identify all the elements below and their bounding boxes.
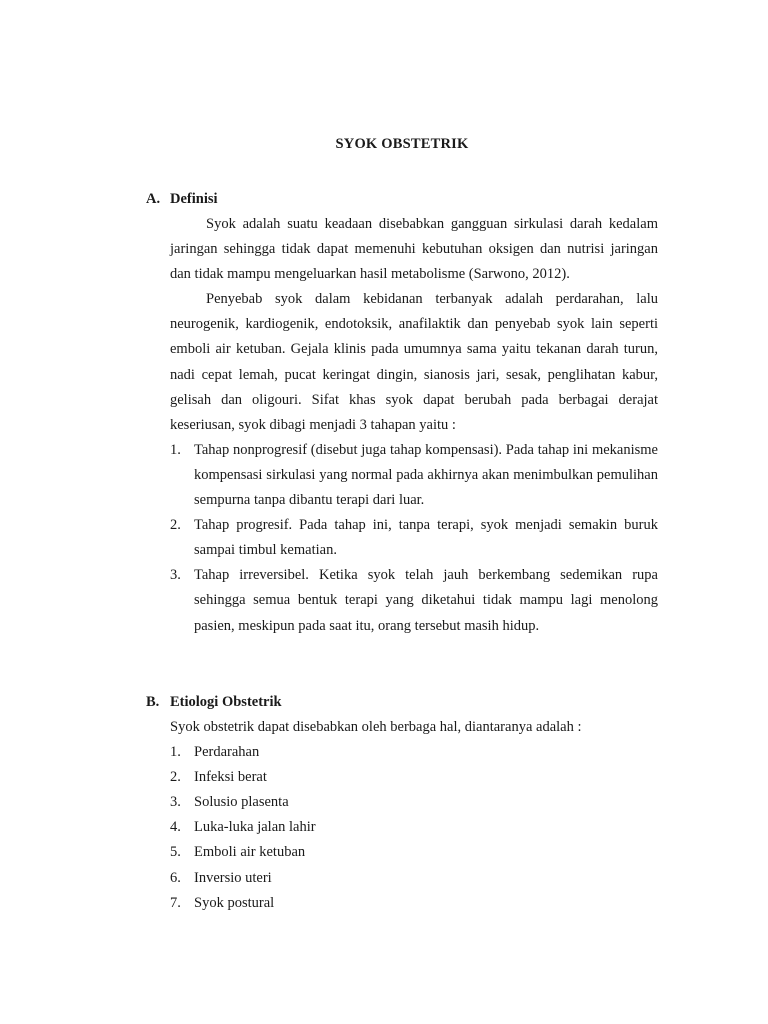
paragraph: Syok obstetrik dapat disebabkan oleh berbaga hal, diantaranya adalah : — [170, 719, 582, 735]
list-number: 2. — [170, 769, 181, 786]
list-number: 3. — [170, 794, 181, 811]
section-heading — [146, 690, 658, 715]
list-text: Infeksi berat — [194, 769, 267, 786]
section-heading — [146, 187, 658, 212]
list-text: Syok postural — [194, 894, 275, 911]
list-item — [170, 563, 658, 638]
list-text: Emboli air ketuban — [194, 844, 306, 861]
section-definisi — [146, 187, 658, 639]
list-number: 7. — [170, 894, 181, 911]
list-item — [170, 840, 658, 865]
section-letter: A. — [146, 191, 161, 207]
section-letter: B. — [146, 694, 160, 710]
document-title: SYOK OBSTETRIK — [335, 136, 469, 152]
list-number: 5. — [170, 844, 181, 861]
list-text: Luka-luka jalan lahir — [194, 819, 316, 836]
list-item — [170, 866, 658, 891]
list-number: 1. — [170, 441, 181, 458]
list-text: Inversio uteri — [194, 869, 272, 886]
paragraph: Penyebab syok dalam kebidanan terbanyak adalah perdarahan, lalu neurogenik, kardiogenik, endotoksik, anafilaktik dan penyebab syok lain seperti emboli air ketuban. Gejala klinis pada umumnya sama yaitu tekanan darah turun, nadi cepat lemah, pucat keringat dingin, sianosis jari, sesak, penglihatan kabur, gelisah dan oligouri. Sifat khas syok dapat berubah pada berbagai derajat keseriusan, syok dibagi menjadi 3 tahapan yaitu : — [170, 291, 658, 433]
list-text: Tahap nonprogresif (disebut juga tahap kompensasi). Pada tahap ini mekanisme kompensasi sirkulasi yang normal pada akhirnya akan menimbulkan pemulihan sempurna tanpa dibantu terapi dari luar. — [194, 441, 658, 509]
list-item — [170, 891, 658, 916]
section-heading-text: Etiologi Obstetrik — [170, 694, 282, 710]
list-item — [170, 815, 658, 840]
list-item — [170, 740, 658, 765]
list-text: Tahap irreversibel. Ketika syok telah jauh berkembang sedemikan rupa sehingga semua bentuk terapi yang diketahui tidak mampu lagi menolong pasien, meskipun pada saat itu, orang tersebut masih hidup. — [194, 567, 658, 634]
list-item — [170, 438, 658, 513]
list-number: 4. — [170, 819, 181, 836]
list-number: 3. — [170, 567, 181, 584]
list-item — [170, 513, 658, 563]
paragraph: Syok adalah suatu keadaan disebabkan gangguan sirkulasi darah kedalam jaringan sehingga tidak dapat memenuhi kebutuhan oksigen dan nutrisi jaringan dan tidak mampu mengeluarkan hasil metabolisme (Sarwono, 2012). — [170, 216, 658, 283]
list-number: 6. — [170, 869, 181, 886]
section-heading-text: Definisi — [170, 191, 218, 207]
list-text: Solusio plasenta — [194, 794, 289, 811]
list-text: Perdarahan — [194, 744, 260, 761]
section-etiologi — [146, 690, 658, 916]
list-number: 2. — [170, 517, 181, 534]
list-item — [170, 790, 658, 815]
list-item — [170, 765, 658, 790]
list-number: 1. — [170, 744, 181, 761]
cause-list — [170, 740, 658, 916]
stage-list — [170, 438, 658, 639]
list-text: Tahap progresif. Pada tahap ini, tanpa terapi, syok menjadi semakin buruk sampai timbul kematian. — [194, 517, 658, 559]
